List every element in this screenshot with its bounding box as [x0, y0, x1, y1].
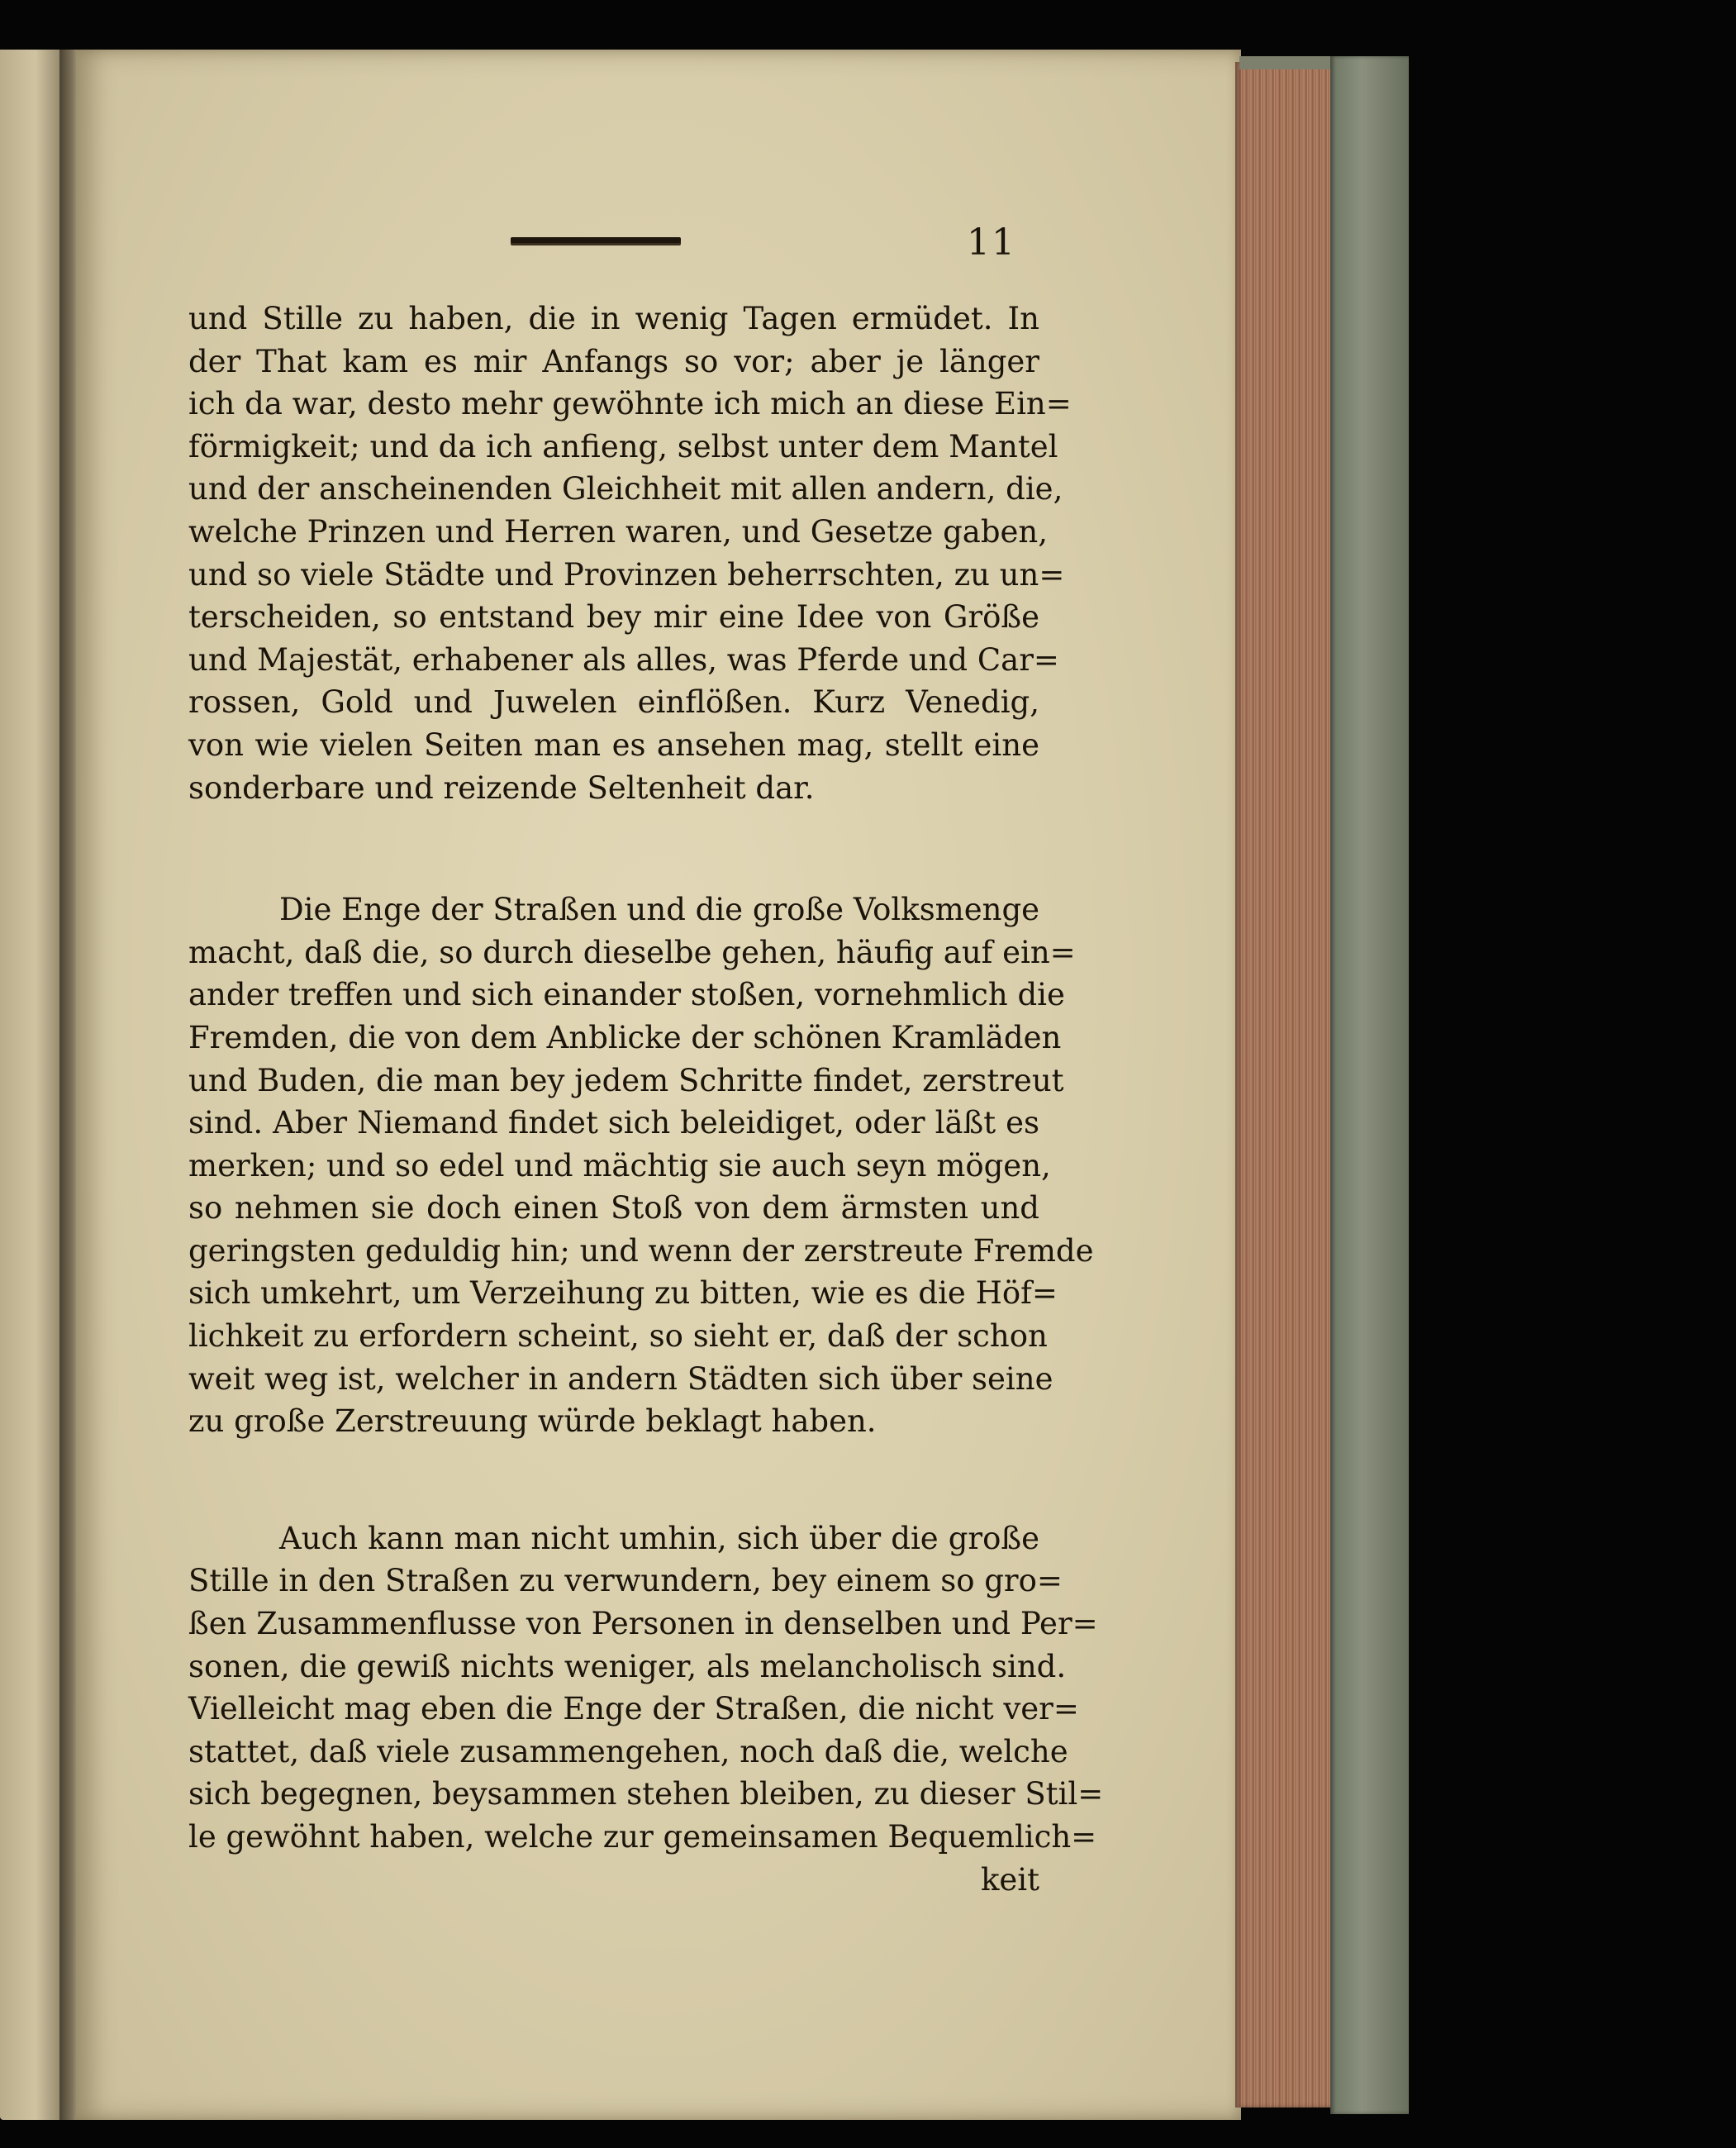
paragraph-2	[188, 888, 1094, 1443]
text-line: und so viele Städte und Provinzen beherrschten, zu un=	[188, 556, 1065, 593]
header-rule	[511, 237, 681, 243]
left-page-edge	[0, 50, 64, 2120]
text-line: Stille in den Straßen zu verwundern, bey einem so gro=	[188, 1563, 1063, 1599]
text-line: Vielleicht mag eben die Enge der Straßen, die nicht ver=	[188, 1691, 1079, 1727]
text-line: Die Enge der Straßen und die große Volksmenge	[279, 892, 1040, 928]
text-line: der That kam es mir Anfangs so vor; aber je länger	[188, 343, 1039, 379]
text-line: ich da war, desto mehr gewöhnte ich mich an diese Ein=	[188, 386, 1072, 422]
text-line: ßen Zusammenflusse von Personen in denselben und Per=	[188, 1606, 1098, 1642]
text-line: sonen, die gewiß nichts weniger, als melancholisch sind.	[188, 1648, 1067, 1684]
text-line: sonderbare und reizende Seltenheit dar.	[188, 769, 815, 806]
catchword: keit	[980, 1861, 1039, 1898]
text-line: rossen, Gold und Juwelen einflößen. Kurz Venedig,	[188, 684, 1039, 721]
page-block-fore-edge	[1235, 62, 1334, 2108]
text-line: merken; und so edel und mächtig sie auch seyn mögen,	[188, 1147, 1051, 1184]
text-line: ander treffen und sich einander stoßen, vornehmlich die	[188, 977, 1065, 1013]
text-line: sich begegnen, beysammen stehen bleiben, zu dieser Stil=	[188, 1776, 1104, 1812]
text-line: weit weg ist, welcher in andern Städten sich über seine	[188, 1360, 1053, 1397]
cover-board	[1330, 56, 1409, 2114]
text-line: terscheiden, so entstand bey mir eine Idee von Größe	[188, 599, 1039, 636]
text-line: Fremden, die von dem Anblicke der schönen Kramläden	[188, 1019, 1062, 1055]
paragraph-1	[188, 298, 1072, 809]
text-line: Auch kann man nicht umhin, sich über die große	[279, 1520, 1039, 1556]
body-text	[188, 298, 1104, 1901]
text-line: und der anscheinenden Gleichheit mit allen andern, die,	[188, 471, 1063, 507]
text-line: lichkeit zu erfordern scheint, so sieht er, daß der schon	[188, 1318, 1048, 1355]
paragraph-gap	[188, 1443, 1039, 1517]
text-line: von wie vielen Seiten man es ansehen mag, stellt eine	[188, 726, 1039, 763]
text-line: geringsten geduldig hin; und wenn der zerstreute Fremde	[188, 1232, 1094, 1269]
text-line: und Buden, die man bey jedem Schritte findet, zerstreut	[188, 1062, 1064, 1098]
paragraph-3	[188, 1517, 1104, 1859]
text-line: le gewöhnt haben, welche zur gemeinsamen Bequemlich=	[188, 1819, 1097, 1855]
text-line: sich umkehrt, um Verzeihung zu bitten, wie es die Höf=	[188, 1275, 1058, 1312]
text-line: förmigkeit; und da ich anfieng, selbst unter dem Mantel	[188, 428, 1058, 464]
text-line: stattet, daß viele zusammengehen, noch daß die, welche	[188, 1733, 1068, 1769]
page-number: 11	[967, 221, 1016, 264]
text-line: macht, daß die, so durch dieselbe gehen, häufig auf ein=	[188, 934, 1076, 970]
text-line: und Stille zu haben, die in wenig Tagen ermüdet. In	[188, 301, 1039, 336]
text-line: so nehmen sie doch einen Stoß von dem ärmsten und	[188, 1190, 1039, 1226]
text-line: welche Prinzen und Herren waren, und Gesetze gaben,	[188, 513, 1049, 550]
text-line: sind. Aber Niemand findet sich beleidiget, oder läßt es	[188, 1105, 1039, 1141]
paragraph-gap	[188, 809, 1039, 888]
text-line: und Majestät, erhabener als alles, was Pferde und Car=	[188, 641, 1059, 678]
text-line: zu große Zerstreuung würde beklagt haben.	[188, 1403, 877, 1440]
